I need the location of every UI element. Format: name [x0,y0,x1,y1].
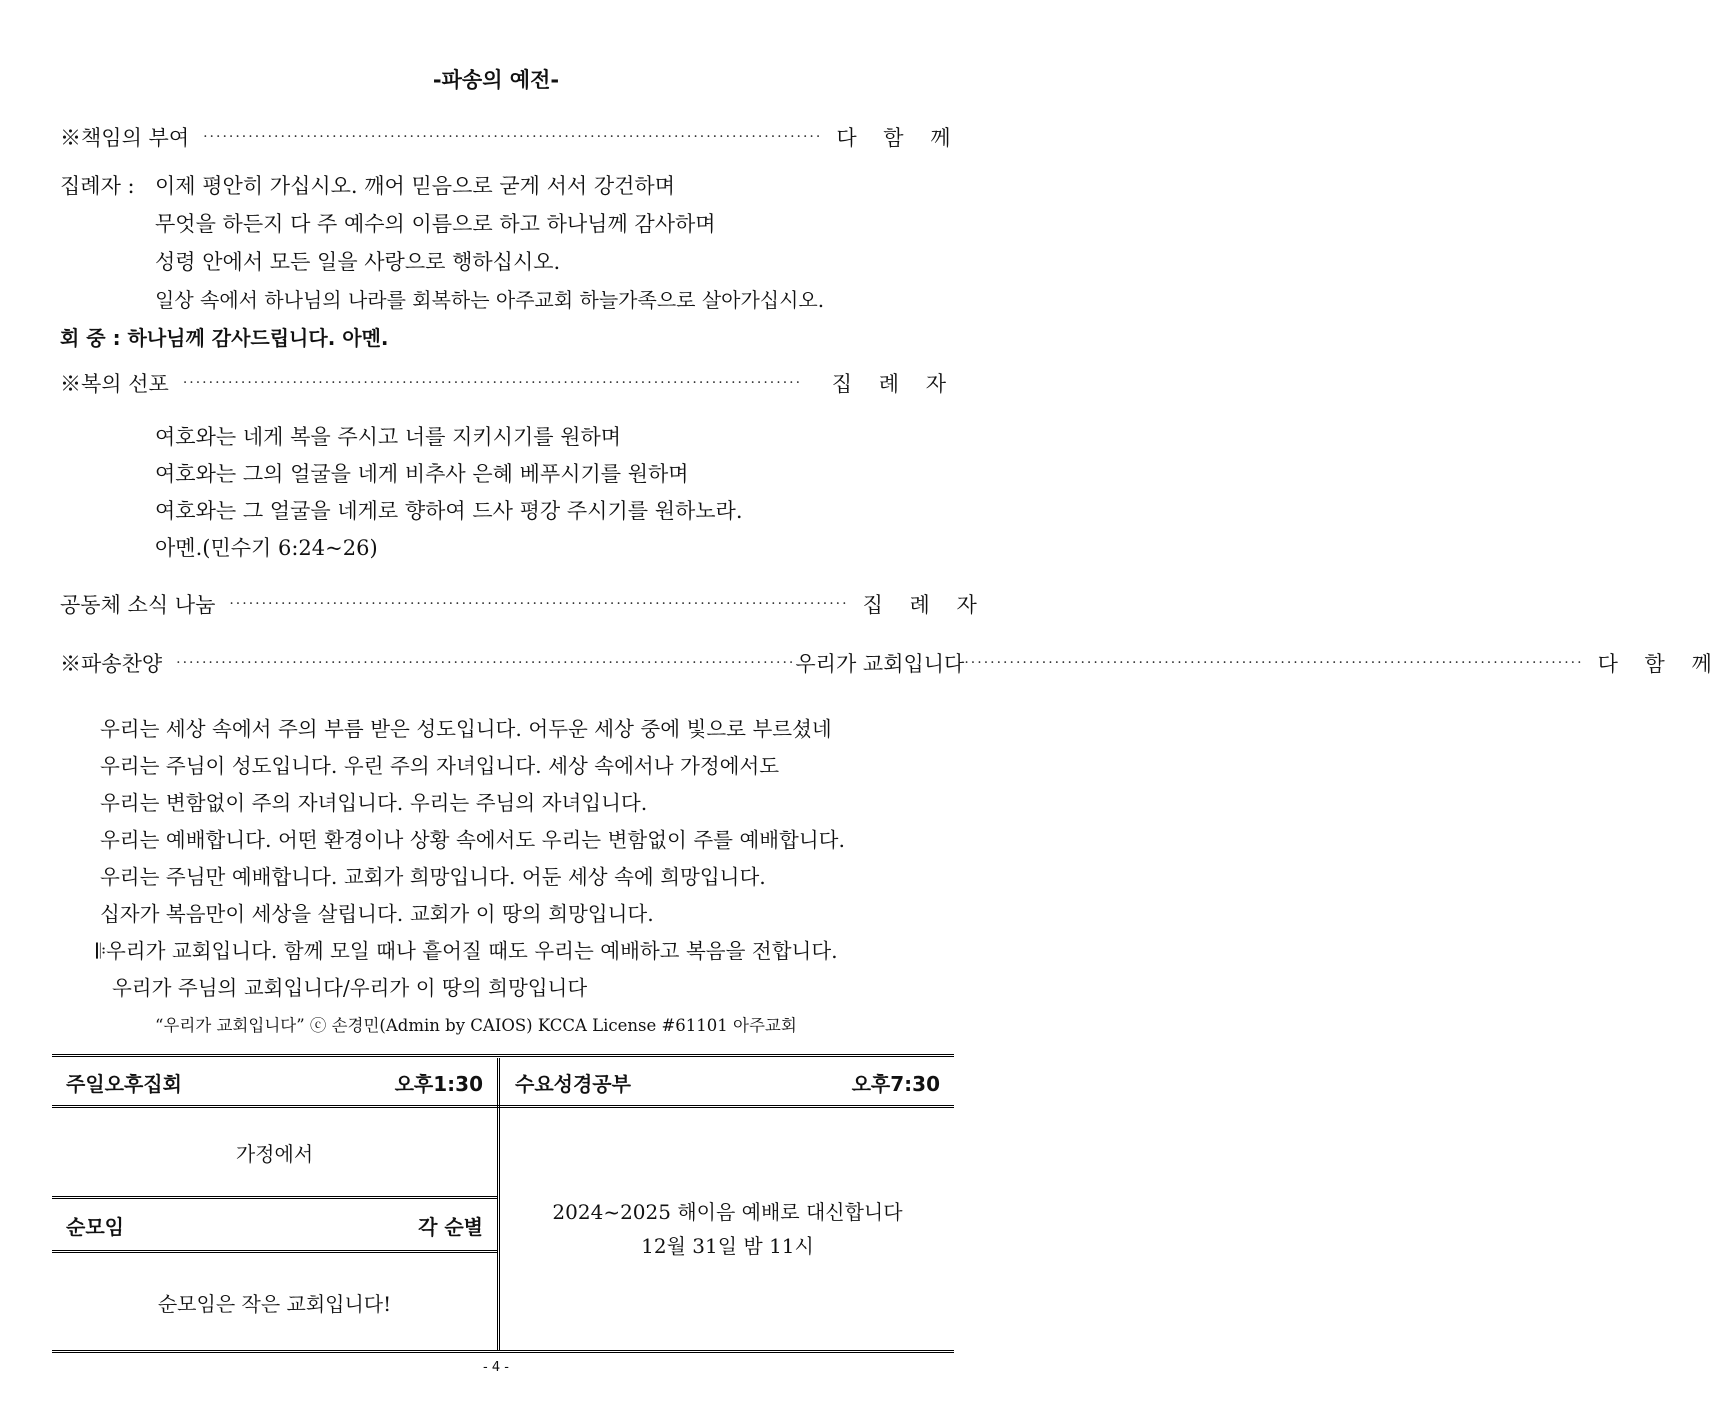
hymn-line-1: 우리는 세상 속에서 주의 부름 받은 성도입니다. 어두운 세상 중에 빛으로 부르셨네 [100,717,832,741]
cell-group-where: 각 순별 [418,1214,483,1239]
blessing-line-4: 아멘.(민수기 6:24~26) [155,536,378,560]
blessing-label: ※복의 선포 [60,372,169,396]
cell-group-title: 순모임 [66,1214,124,1239]
congregation-response: 회 중 : 하나님께 감사드립니다. 아멘. [60,326,389,350]
leader-line-2: 무엇을 하든지 다 주 예수의 이름으로 하고 하나님께 감사하며 [155,212,716,236]
leader-line-4: 일상 속에서 하나님의 나라를 회복하는 아주교회 하늘가족으로 살아가십시오. [155,288,825,312]
cell-group-bottom-border [52,1250,497,1253]
wednesday-datetime: 12월 31일 밤 11시 [641,1234,814,1258]
sunday-body [52,1110,497,1194]
blessing-who: 집 례 자 [831,372,956,396]
cell-group-body [52,1256,497,1348]
leader-label: 집례자 : [60,174,135,198]
hymn-line-3: 우리는 변함없이 주의 자녀입니다. 우리는 주님의 자녀입니다. [100,791,648,815]
wednesday-note: 2024~2025 해이음 예배로 대신합니다 [552,1200,903,1224]
hymn-row [60,648,1722,678]
cell-group-top-border [52,1196,497,1199]
wednesday-header [501,1058,954,1106]
blessing-line-3: 여호와는 그 얼굴을 네게로 향하여 드사 평강 주시기를 원하노라. [155,499,743,523]
sunday-header [52,1058,497,1106]
blessing-row [60,368,956,398]
leader-dots: ································································································ [203,129,823,145]
column-divider [497,1058,500,1351]
copyright-credit: “우리가 교회입니다” ⓒ 손경민(Admin by CAIOS) KCCA License #61101 아주교회 [155,1016,797,1035]
charge-row [60,122,961,152]
leader-line-1: 이제 평안히 가십시오. 깨어 믿음으로 굳게 서서 강건하며 [155,174,675,198]
leader-dots: ································································································ [182,375,803,391]
cell-group-text: 순모임은 작은 교회입니다! [157,1291,392,1316]
page-number: - 4 - [483,1360,509,1375]
hymn-who: 다 함 께 [1597,652,1722,676]
blessing-line-2: 여호와는 그의 얼굴을 네게 비추사 은혜 베푸시기를 원하며 [155,462,689,486]
wednesday-time: 오후7:30 [851,1071,940,1096]
wednesday-title: 수요성경공부 [515,1071,631,1096]
leader-dots: ································································································ [176,655,796,671]
news-label: 공동체 소식 나눔 [60,593,216,617]
wednesday-body [501,1110,954,1348]
hymn-line-2: 우리는 주님이 성도입니다. 우린 주의 자녀입니다. 세상 속에서나 가정에서도 [100,754,780,778]
hymn-label: ※파송찬양 [60,652,163,676]
leader-line-3: 성령 안에서 모든 일을 사랑으로 행하십시오. [155,250,561,274]
charge-label: ※책임의 부여 [60,126,190,150]
table-bottom-border [52,1350,954,1353]
sunday-time: 오후1:30 [394,1071,483,1096]
cell-group-header [52,1201,497,1249]
hymn-line-7: 𝄆우리가 교회입니다. 함께 모일 때나 흩어질 때도 우리는 예배하고 복음을 전합니다. [96,939,838,963]
leader-dots: ································································································ [964,655,1584,671]
charge-who: 다 함 께 [836,126,961,150]
hymn-line-8: 우리가 주님의 교회입니다/우리가 이 땅의 희망입니다 [112,976,588,1000]
sunday-title: 주일오후집회 [66,1071,182,1096]
section-title: -파송의 예전- [432,68,560,92]
hymn-line-6: 십자가 복음만이 세상을 살립니다. 교회가 이 땅의 희망입니다. [100,902,654,926]
hymn-line-5: 우리는 주님만 예배합니다. 교회가 희망입니다. 어둔 세상 속에 희망입니다. [100,865,766,889]
blessing-line-1: 여호와는 네게 복을 주시고 너를 지키시기를 원하며 [155,425,622,449]
hymn-line-4: 우리는 예배합니다. 어떤 환경이나 상황 속에서도 우리는 변함없이 주를 예배합니다. [100,828,845,852]
news-who: 집 례 자 [862,593,987,617]
leader-dots: ································································································ [229,596,849,612]
table-top-border [52,1054,954,1057]
sunday-location: 가정에서 [235,1141,314,1166]
hymn-title: 우리가 교회입니다 [795,652,965,676]
news-row [60,589,987,619]
